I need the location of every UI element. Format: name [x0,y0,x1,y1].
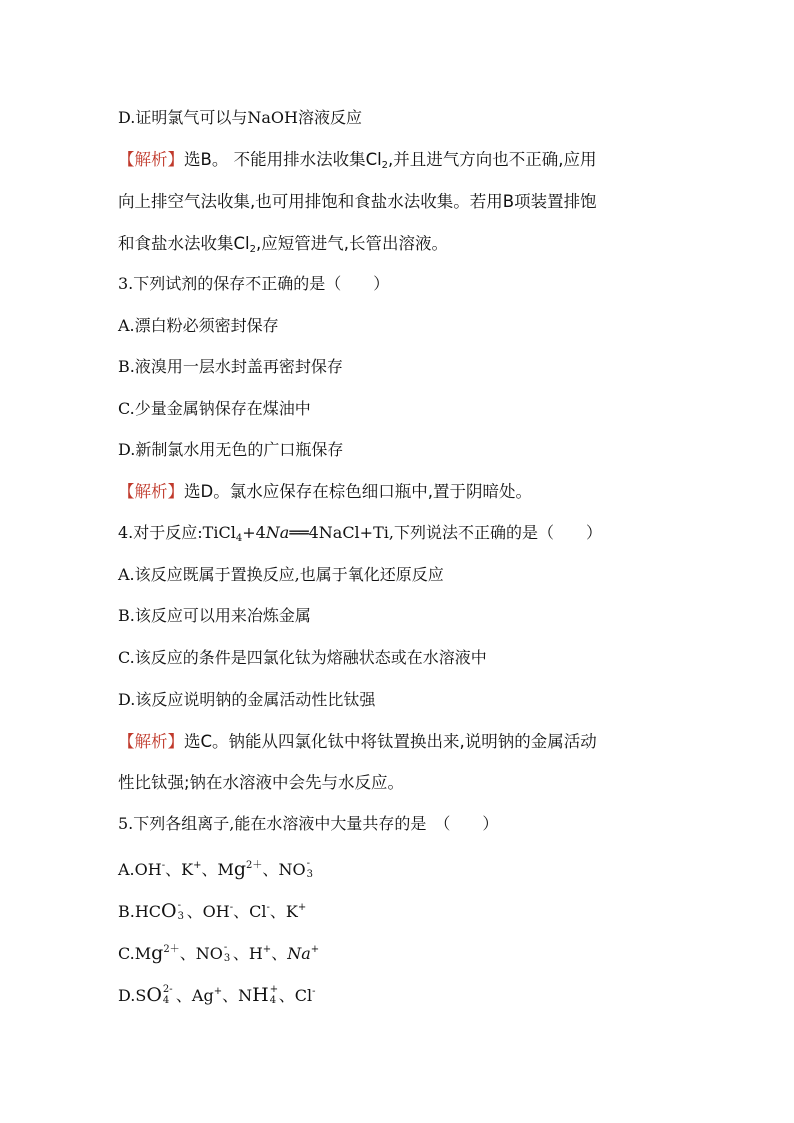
q4-option-b: B.该反应可以用来冶炼金属 [118,606,311,625]
q2-analysis-line-1: 【解析】选B。 不能用排水法收集$Cl_2$,并且进气方向也不正确,应用 [118,150,597,171]
q5-option-c: $C.Mg^{2+}$、NO - 3 、H+、Na+ [118,941,320,964]
analysis-tag: 【解析】 [118,732,184,751]
no3-ion-stack: - 3 [223,941,231,964]
q5-stem: 5.下列各组离子,能在水溶液中大量共存的是 （ ） [118,814,499,833]
hco3-ion-stack: - 3 [177,899,184,922]
q5-option-d: D.SO 2- 4 、Ag+、NH + 4 、Cl- [118,983,316,1006]
so4-ion-stack: 2- 4 [162,983,173,1006]
nh4-ion-stack: + 4 [269,983,279,1006]
q4-option-c: C.该反应的条件是四氯化钛为熔融状态或在水溶液中 [118,648,487,667]
q2-analysis-line-2: 向上排空气法收集,也可用排饱和食盐水法收集。若用B项装置排饱 [118,192,597,211]
analysis-tag: 【解析】 [118,482,184,501]
q4-analysis-line-2: 性比钛强;钠在水溶液中会先与水反应。 [118,773,405,792]
q3-option-d: D.新制氯水用无色的广口瓶保存 [118,440,344,459]
q2-analysis-line-3: 和食盐水法收集$Cl_2$,应短管进气,长管出溶液。 [118,234,448,255]
q4-option-a: A.该反应既属于置换反应,也属于氧化还原反应 [118,565,444,584]
analysis-tag: 【解析】 [118,150,184,169]
q3-option-b: B.液溴用一层水封盖再密封保存 [118,357,343,376]
q3-option-c: C.少量金属钠保存在煤油中 [118,399,311,418]
q5-option-a: A.OH-、K+、$Mg^{2+}$、NO - 3 [118,856,316,881]
q3-analysis: 【解析】选D。氯水应保存在棕色细口瓶中,置于阴暗处。 [118,482,532,501]
q4-stem: 4.对于反应:TiCl$_4$+4Na══4NaCl+Ti,下列说法不正确的是（ ） [118,523,602,544]
q5-option-b: B.HCO - 3 、OH-、Cl-、K+ [118,899,307,922]
q4-option-d: D.该反应说明钠的金属活动性比钛强 [118,690,376,709]
no3-ion-stack: - 3 [306,857,313,880]
q2-option-d: D.证明氯气可以与NaOH溶液反应 [118,108,362,127]
q4-analysis-line-1: 【解析】选C。钠能从四氯化钛中将钛置换出来,说明钠的金属活动 [118,732,597,751]
q3-option-a: A.漂白粉必须密封保存 [118,316,279,335]
q3-stem: 3.下列试剂的保存不正确的是（ ） [118,274,390,293]
